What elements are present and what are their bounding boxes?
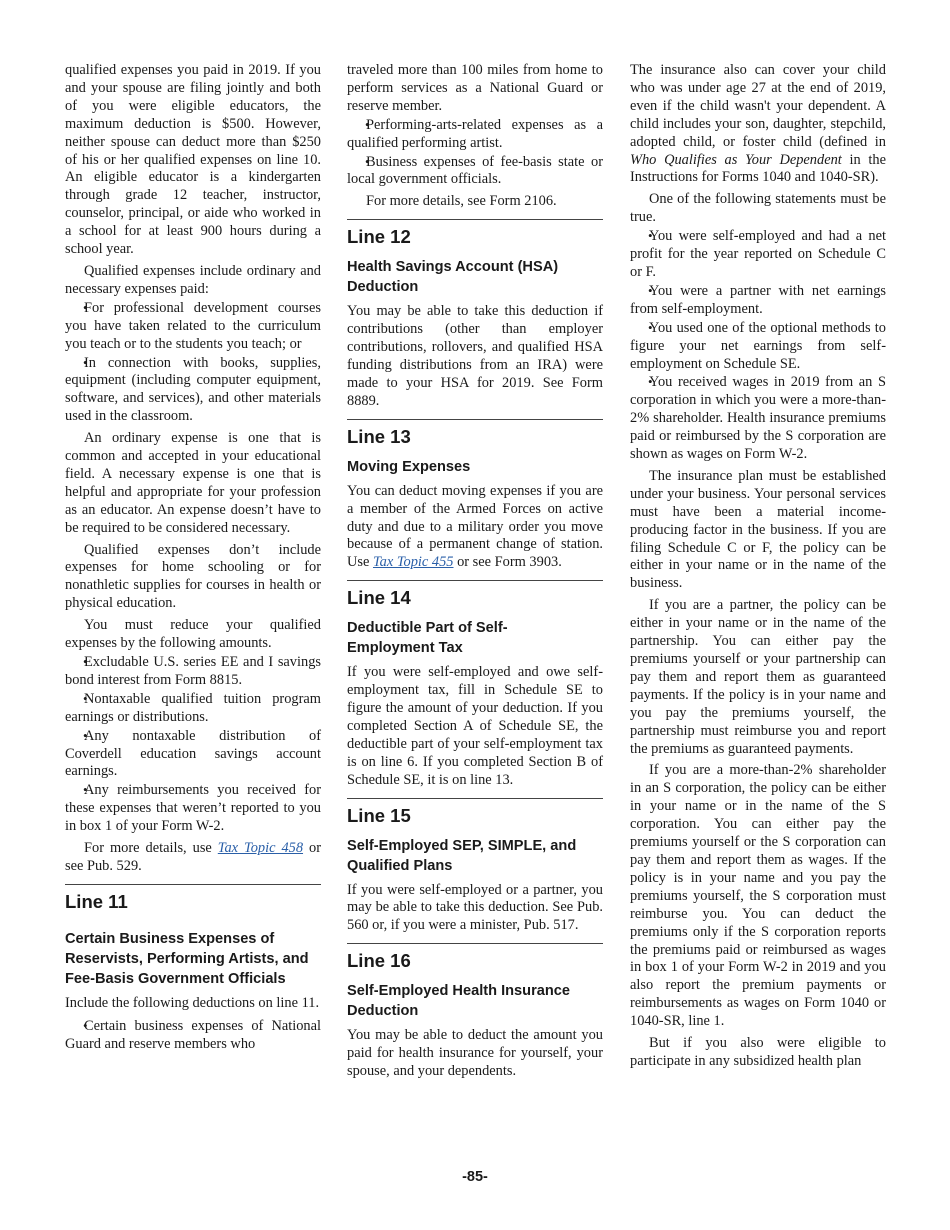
bullet-item: • For professional development courses you have taken related to the curriculum you teach or to the students you teach; or [65,299,321,354]
line-15-heading: Line 15 [347,804,411,826]
paragraph: For more details, see Form 2106. [366,193,557,210]
paragraph: The insurance plan must be established under your business. Your personal services must have been a material income-producing factor in the business. If you are filing Schedule C or F, the policy can be either in your name or in the name of the business. [630,467,886,592]
paragraph: The insurance also can cover your child who was under age 27 at the end of 2019, even if the child wasn't your dependent. A child includes your son, daughter, stepchild, adopted child, or foster child (defined in Who Qualifies as Your Dependent in the Instructions for Forms 1040 and 1040-SR). [630,62,886,186]
paragraph: qualified expenses you paid in 2019. If you and your spouse are filing jointly and both of you were eligible educators, the maximum deduction is $500. However, neither spouse can deduct more than $250 of his or her qualified expenses on line 10. An eligible educator is a kindergarten through grade 12 teacher, instructor, counselor, principal, or aide who worked in a school for at least 900 hours during a school year. [65,62,321,258]
emphasis: Who Qualifies as Your Dependent [630,151,842,168]
bullet-item: • Any nontaxable distribution of Coverdell education savings account earnings. [65,727,321,782]
bullet-item: • Nontaxable qualified tuition program earnings or distributions. [65,690,321,727]
paragraph: One of the following statements must be true. [630,191,886,226]
line-14-subheading: Deductible Part of Self-Employment Tax [347,620,508,657]
line-14-heading: Line 14 [347,587,411,609]
paragraph: Qualified expenses include ordinary and necessary expenses paid: [65,262,321,297]
column-right [630,62,886,1075]
line-15-subheading: Self-Employed SEP, SIMPLE, and Qualified Plans [347,837,577,874]
bullet-item: • Certain business expenses of National Guard and reserve members who [65,1017,321,1054]
line-16-subheading: Self-Employed Health Insurance Deduction [347,983,571,1020]
paragraph: If you are a more-than-2% shareholder in an S corporation, the policy can be either in your name or in the name of the S corporation. You can either pay the premiums yourself or the S corporation can pay them and report them as wages. If the policy is in your name and you pay the premiums yourself, the S corporation must reimburse you. You can deduct the premiums only if the S corporation reports the premiums paid or reimbursed as wages in box 1 of your Form W-2 in 2019 and you also report the premium payments or reimbursements as wages on Form 1040 or 1040-SR, line 1. [630,762,886,1030]
bullet-item: • Performing-arts-related expenses as a qualified performing artist. [347,116,603,153]
tax-topic-458-link[interactable]: Tax Topic 458 [217,840,304,857]
line-16-heading: Line 16 [347,950,411,972]
paragraph: You may be able to take this deduction if contributions (other than employer contributions, rollovers, and qualified HSA funding distributions from an IRA) were made to your HSA for 2019. See Form 8889. [347,303,603,409]
line-12-heading: Line 12 [347,226,411,248]
paragraph: An ordinary expense is one that is common and accepted in your educational field. A necessary expense is one that is helpful and appropriate for your profession as an educator. An expense doesn’t have to be required to be considered necessary. [65,430,321,536]
section-divider [347,943,603,944]
paragraph: You must reduce your qualified expenses by the following amounts. [65,617,321,652]
section-divider [347,580,603,581]
tax-topic-455-link[interactable]: Tax Topic 455 [372,554,454,571]
bullet-item: • Excludable U.S. series EE and I savings bond interest from Form 8815. [65,653,321,690]
paragraph: You can deduct moving expenses if you are a member of the Armed Forces on active duty and due to a military order you move because of a permanent change of station. Use Tax Topic 455 or see Form 3903. [347,482,603,571]
page-number: -85- [462,1169,488,1185]
section-divider [347,798,603,799]
column-left [65,62,321,1058]
bullet-item: • You were self-employed and had a net profit for the year reported on Schedule C or F. [630,227,886,282]
column-middle [347,62,603,1085]
section-divider [65,884,321,885]
bullet-item: • You used one of the optional methods to figure your net earnings from self-employment on Schedule SE. [630,319,886,374]
paragraph: Qualified expenses don’t include expenses for home schooling or for nonathletic supplies for courses in health or physical education. [65,541,321,612]
section-divider [347,419,603,420]
line-13-heading: Line 13 [347,425,411,447]
bullet-item: • In connection with books, supplies, equipment (including computer equipment, software, and services), and other materials used in the classroom. [65,354,321,427]
bullet-item: • Business expenses of fee-basis state or local government officials. [347,153,603,190]
paragraph: You may be able to deduct the amount you paid for health insurance for yourself, your spouse, and your dependents. [347,1027,603,1080]
paragraph: For more details, use Tax Topic 458 or see Pub. 529. [65,840,321,874]
bullet-item: • Any reimbursements you received for these expenses that weren’t reported to you in box 1 of your Form W-2. [65,781,321,836]
bullet-item: • You received wages in 2019 from an S corporation in which you were a more-than-2% shareholder. Health insurance premiums paid or reimbursed by the S corporation are shown as wages on Form W-2. [630,373,886,464]
paragraph: If you were self-employed or a partner, you may be able to take this deduction. See Pub. 560 or, if you were a minister, Pub. 517. [347,881,603,934]
paragraph: Include the following deductions on line 11. [65,994,320,1011]
line-11-heading: Line 11 [65,890,128,912]
paragraph: If you are a partner, the policy can be either in your name or in the name of the partnership. You can either pay the premiums yourself or your partnership can pay them and report them as guaranteed payments. If the policy is in your name and you pay the premiums yourself, the partnership must reimburse you and report the premiums as guaranteed payments. [630,597,886,757]
line-12-subheading: Health Savings Account (HSA) Deduction [347,259,559,296]
line-13-subheading: Moving Expenses [347,458,471,475]
bullet-item: • You were a partner with net earnings from self-employment. [630,282,886,319]
paragraph: traveled more than 100 miles from home to perform services as a National Guard or reserve member. [347,62,603,114]
paragraph: But if you also were eligible to participate in any subsidized health plan [630,1035,886,1069]
paragraph: If you were self-employed and owe self-employment tax, fill in Schedule SE to figure the amount of your deduction. If you completed Section A of Schedule SE, the deductible part of your self-employment tax is on line 6. If you completed Section B of Schedule SE, it is on line 13. [347,664,603,788]
line-11-subheading: Certain Business Expenses of Reservists, Performing Artists, and Fee-Basis Government Officials [65,930,309,987]
section-divider [347,219,603,220]
